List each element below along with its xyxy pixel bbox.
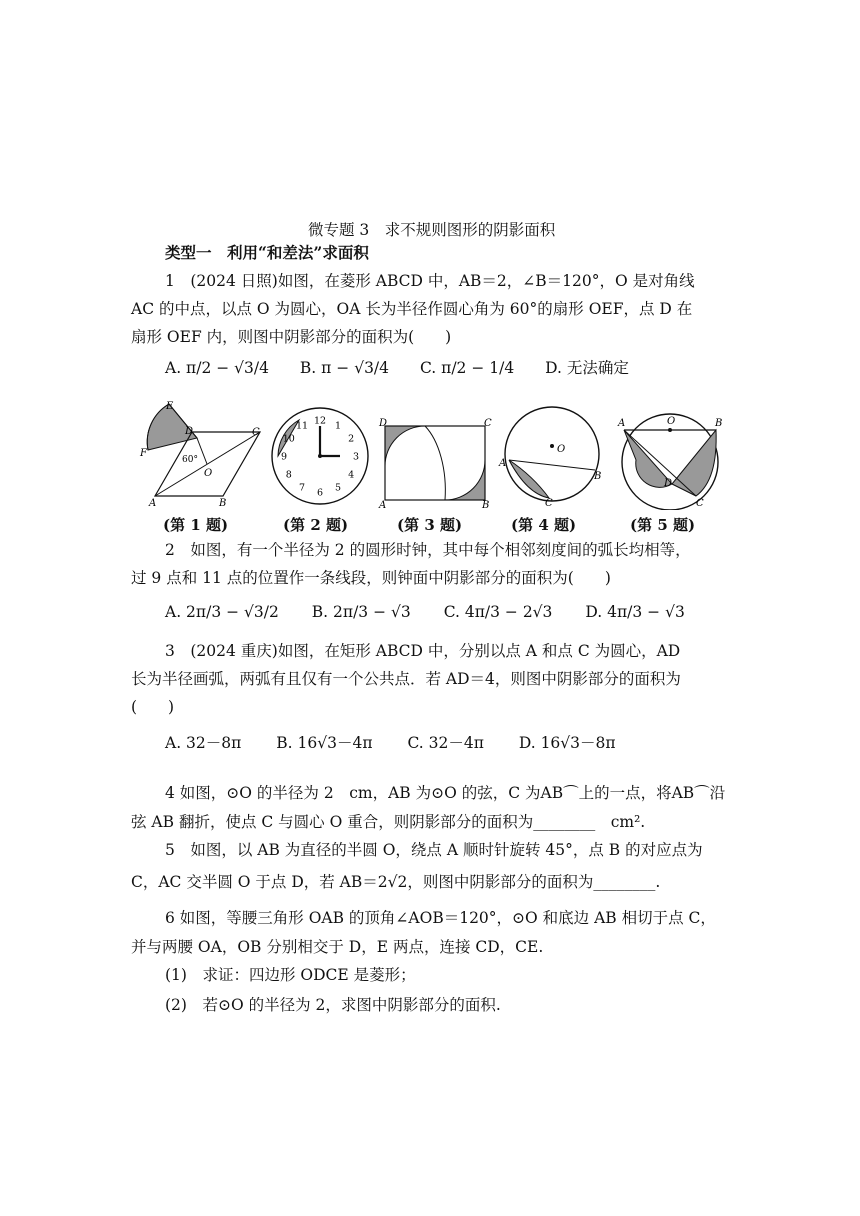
figure-4-circle	[497, 402, 609, 510]
q3-option-c: C. 32－4π	[407, 734, 484, 752]
figure-1-rhombus	[135, 398, 267, 510]
q1-option-c: C. π/2 − 1/4	[419, 359, 515, 377]
fig1-label-o: O	[204, 468, 213, 479]
q3-option-b: B. 16√3－4π	[276, 734, 373, 752]
q3-line-2: 长为半径画弧，两弧有且仅有一个公共点．若 AD＝4，则图中阴影部分的面积为	[131, 670, 681, 688]
q2-option-a: A. 2π/3 − √3/2	[165, 603, 279, 621]
fig5-label-o: O	[667, 416, 676, 427]
clock-numeral: 11	[295, 420, 309, 432]
clock-numeral: 4	[348, 469, 355, 481]
q1-line-1: 1 (2024 日照)如图，在菱形 ABCD 中，AB＝2，∠B＝120°，O 是对角线	[165, 272, 695, 290]
clock-numeral: 7	[298, 482, 306, 494]
fig1-label-c: C	[252, 427, 260, 438]
q1-option-a: A. π/2 − √3/4	[165, 359, 269, 377]
q4-line-2: 弦 AB 翻折，使点 C 与圆心 O 重合，则阴影部分的面积为________ cm².	[131, 813, 646, 831]
q2-option-c: C. 4π/3 − 2√3	[443, 603, 553, 621]
q6-line-1: 6 如图，等腰三角形 OAB 的顶角∠AOB＝120°，⊙O 和底边 AB 相切于点 C，	[165, 909, 716, 927]
q2-line-1: 2 如图，有一个半径为 2 的圆形时钟，其中每个相邻刻度间的弧长均相等，	[165, 541, 691, 559]
fig4-label-b: B	[594, 471, 602, 482]
fig5-label-b: B	[715, 418, 723, 429]
q2-option-b: B. 2π/3 − √3	[311, 603, 411, 621]
q3-line-1: 3 (2024 重庆)如图，在矩形 ABCD 中，分别以点 A 和点 C 为圆心，AD	[165, 642, 681, 660]
caption-figure-2: (第 2 题)	[283, 516, 349, 534]
caption-figure-4: (第 4 题)	[511, 516, 577, 534]
clock-numeral: 10	[282, 433, 295, 445]
caption-figure-3: (第 3 题)	[397, 516, 463, 534]
fig3-label-c: C	[484, 418, 492, 429]
clock-numeral: 8	[285, 469, 292, 481]
fig3-label-b: B	[482, 500, 490, 510]
q6-sub-1: (1) 求证：四边形 ODCE 是菱形；	[165, 966, 416, 984]
q1-option-d: D. 无法确定	[545, 359, 629, 377]
q3-options	[165, 731, 616, 753]
fig5-label-d: D	[664, 478, 673, 489]
clock-numeral: 12	[313, 415, 327, 427]
clock-numeral: 5	[334, 482, 342, 494]
fig1-label-b: B	[219, 498, 227, 509]
fig1-label-e: E	[166, 401, 174, 412]
fig1-label-d: D	[185, 426, 194, 437]
fig5-label-c: C	[696, 498, 704, 509]
q1-option-b: B. π − √3/4	[299, 359, 390, 377]
q5-line-2: C，AC 交半圆 O 于点 D，若 AB＝2√2，则图中阴影部分的面积为________.	[131, 873, 661, 891]
fig3-label-d: D	[379, 418, 388, 429]
q1-options	[165, 356, 629, 378]
q1-line-2: AC 的中点，以点 O 为圆心，OA 长为半径作圆心角为 60°的扇形 OEF，点 D 在	[131, 300, 693, 318]
clock-numeral: 9	[280, 451, 288, 463]
fig1-label-angle: 60°	[182, 455, 198, 465]
fig4-label-c: C	[545, 498, 553, 509]
q3-line-3: ( )	[131, 698, 175, 716]
q2-options	[165, 603, 685, 621]
q3-option-a: A. 32－8π	[165, 734, 242, 752]
q2-option-d: D. 4π/3 − √3	[585, 603, 685, 621]
caption-figure-1: (第 1 题)	[163, 516, 229, 534]
q1-line-3: 扇形 OEF 内，则图中阴影部分的面积为( )	[131, 328, 452, 346]
clock-numeral: 2	[348, 433, 355, 445]
q3-option-d: D. 16√3－8π	[518, 734, 616, 752]
q6-line-2: 并与两腰 OA，OB 分别相交于 D，E 两点，连接 CD，CE.	[131, 938, 544, 956]
fig3-label-a: A	[379, 500, 387, 510]
fig4-label-a: A	[499, 458, 507, 469]
page-title: 微专题 3 求不规则图形的阴影面积	[308, 221, 556, 239]
clock-numeral: 6	[316, 487, 324, 499]
clock-numeral: 1	[334, 420, 342, 432]
figure-5-semicircle	[612, 410, 728, 510]
q5-line-1: 5 如图，以 AB 为直径的半圆 O，绕点 A 顺时针旋转 45°，点 B 的对应点为	[165, 841, 703, 859]
fig1-label-f: F	[140, 448, 147, 459]
fig5-label-a: A	[618, 418, 626, 429]
section-heading: 类型一 利用“和差法”求面积	[165, 243, 369, 262]
q4-line-1: 4 如图，⊙O 的半径为 2 cm，AB 为⊙O 的弦，C 为AB⌒上的一点，将AB⌒沿	[165, 784, 726, 802]
clock-numeral: 3	[352, 451, 360, 463]
q2-line-2: 过 9 点和 11 点的位置作一条线段，则钟面中阴影部分的面积为( )	[131, 569, 611, 587]
figure-2-clock	[268, 404, 372, 508]
figure-3-rectangle	[377, 414, 493, 510]
fig1-label-a: A	[149, 498, 157, 509]
q6-sub-2: (2) 若⊙O 的半径为 2，求图中阴影部分的面积.	[165, 996, 501, 1014]
caption-figure-5: (第 5 题)	[630, 516, 696, 534]
fig4-label-o: O	[557, 444, 566, 455]
